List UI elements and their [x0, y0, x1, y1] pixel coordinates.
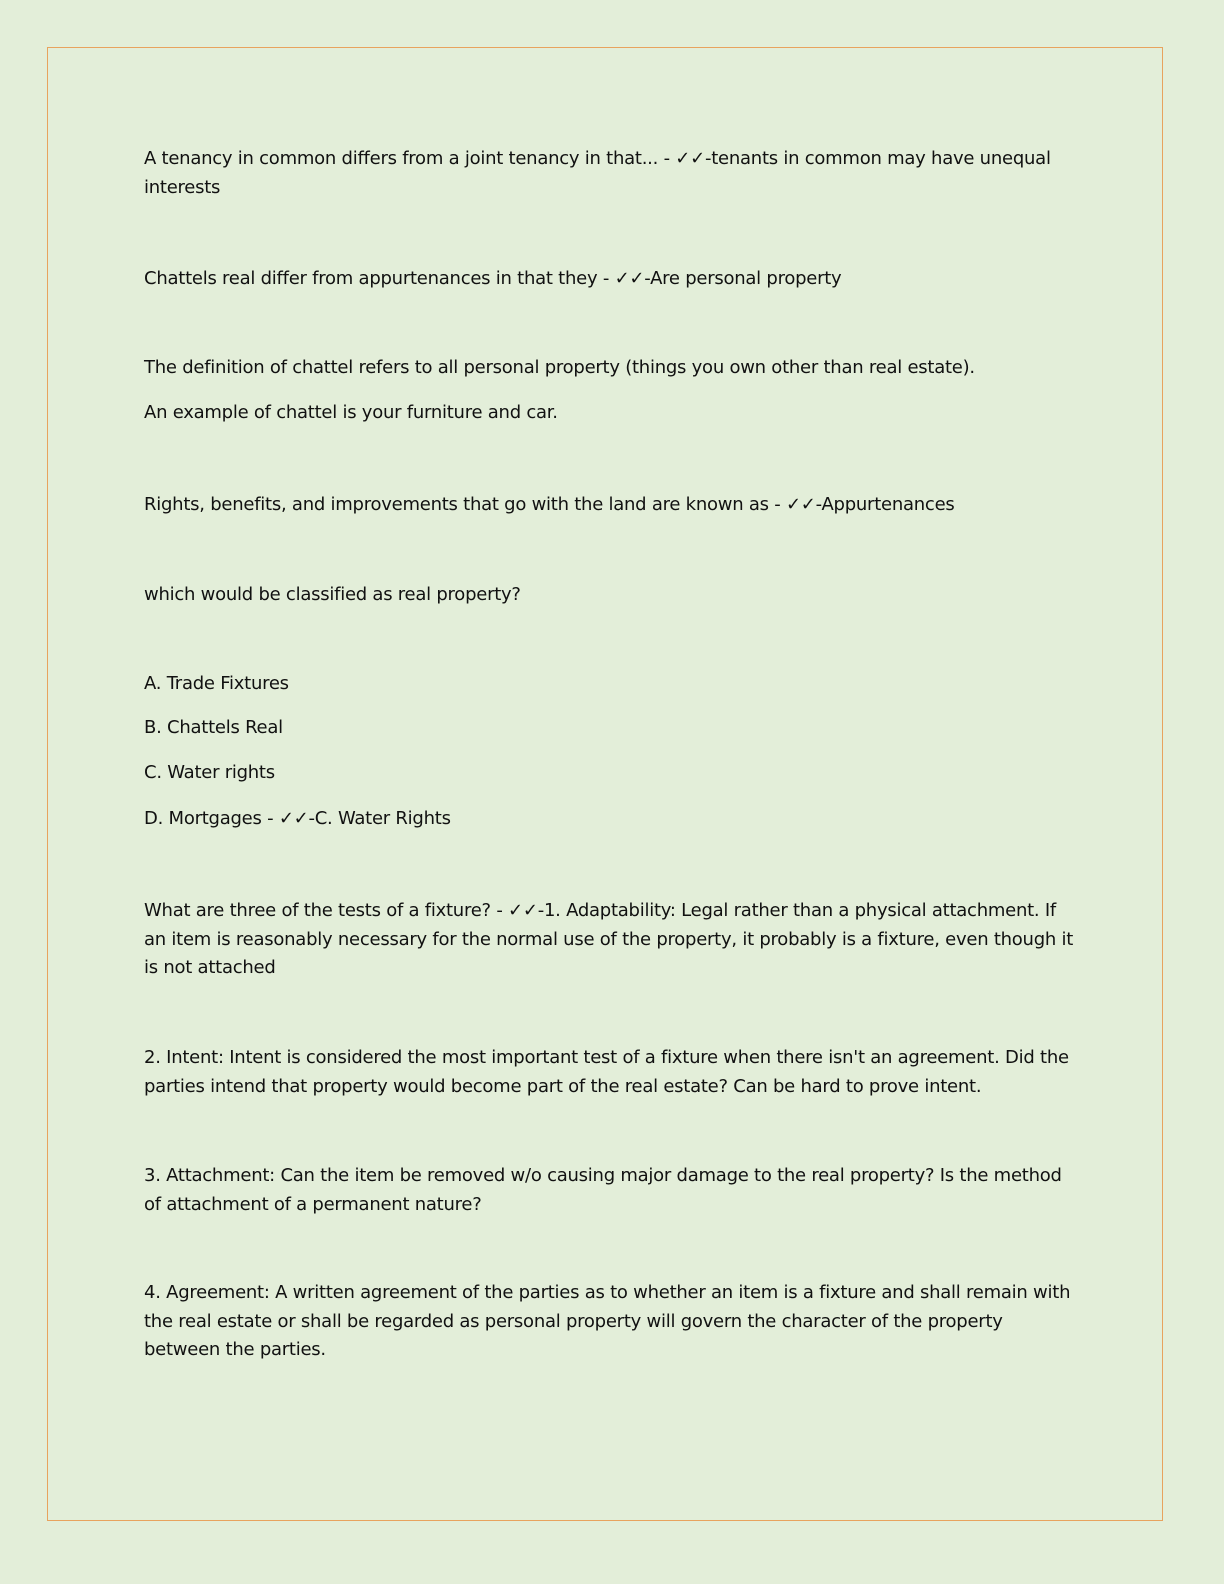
paragraph-real-property-question: which would be classified as real property?	[144, 584, 521, 605]
paragraph-appurtenances: Rights, benefits, and improvements that go with the land are known as - ✓✓-Appurtenances	[144, 494, 955, 515]
paragraph-chattel-definition: The definition of chattel refers to all personal property (things you own other than real estate).	[144, 357, 975, 378]
option-b: B. Chattels Real	[144, 717, 283, 738]
paragraph-intent: 2. Intent: Intent is considered the most important test of a fixture when there isn't an agreement. Did the parties intend that property would become part of the real estate? Can be hard to prove intent.	[144, 1047, 1069, 1097]
option-d-answer: D. Mortgages - ✓✓-C. Water Rights	[144, 808, 451, 829]
paragraph-fixture-tests: What are three of the tests of a fixture? - ✓✓-1. Adaptability: Legal rather than a physical attachment. If an item is reasonably necessary for the normal use of the property, it probably is a fixture, even though it is not attached	[144, 900, 1074, 978]
option-c: C. Water rights	[144, 762, 275, 783]
paragraph-chattels-real: Chattels real differ from appurtenances in that they - ✓✓-Are personal property	[144, 268, 842, 289]
paragraph-chattel-example: An example of chattel is your furniture and car.	[144, 402, 558, 423]
paragraph-tenancy-in-common: A tenancy in common differs from a joint tenancy in that... - ✓✓-tenants in common may have unequal interests	[144, 148, 1051, 198]
paragraph-attachment: 3. Attachment: Can the item be removed w/o causing major damage to the real property? Is the method of attachment of a permanent nature?	[144, 1165, 1062, 1215]
paragraph-agreement: 4. Agreement: A written agreement of the parties as to whether an item is a fixture and shall remain with the real estate or shall be regarded as personal property will govern the character of the property between the parties.	[144, 1282, 1071, 1360]
option-a: A. Trade Fixtures	[144, 673, 289, 694]
